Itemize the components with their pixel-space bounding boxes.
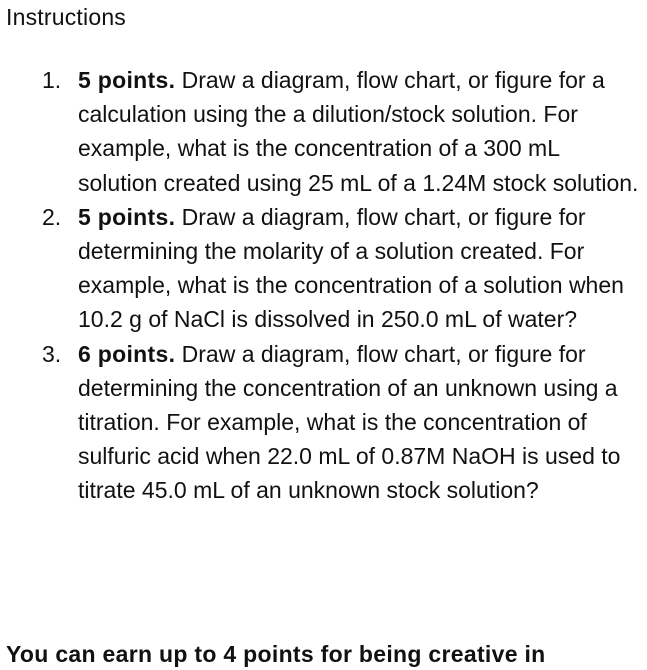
item-text: Draw a diagram, flow chart, or figure for a calculation using the a dilution/stock solution. For example, what is the concentration of a 300 mL solution created using 25 mL of a 1.24M stock solution. <box>78 67 639 196</box>
list-item <box>0 200 647 337</box>
item-points: 6 points. <box>78 340 176 367</box>
list-item <box>0 337 647 508</box>
item-points: 5 points. <box>78 67 176 93</box>
item-points: 5 points. <box>78 203 176 230</box>
item-number: 1. <box>42 67 62 93</box>
item-number: 2. <box>42 203 62 230</box>
item-text: Draw a diagram, flow chart, or figure for determining the concentration of an unknown using a titration. For example, what is the concentration of sulfuric acid when 22.0 mL of 0.87M NaOH is used to titrate 45.0 mL of an unknown stock solution? <box>78 340 621 504</box>
item-number: 3. <box>42 340 62 367</box>
item-text: Draw a diagram, flow chart, or figure for determining the molarity of a solution created. For example, what is the concentration of a solution when 10.2 g of NaCl is dissolved in 250.0 mL of water? <box>78 203 624 333</box>
list-item <box>0 63 647 200</box>
page-title: Instructions <box>6 4 127 30</box>
footer-note: You can earn up to 4 points for being creative in <box>6 641 546 667</box>
instruction-list <box>0 63 647 508</box>
